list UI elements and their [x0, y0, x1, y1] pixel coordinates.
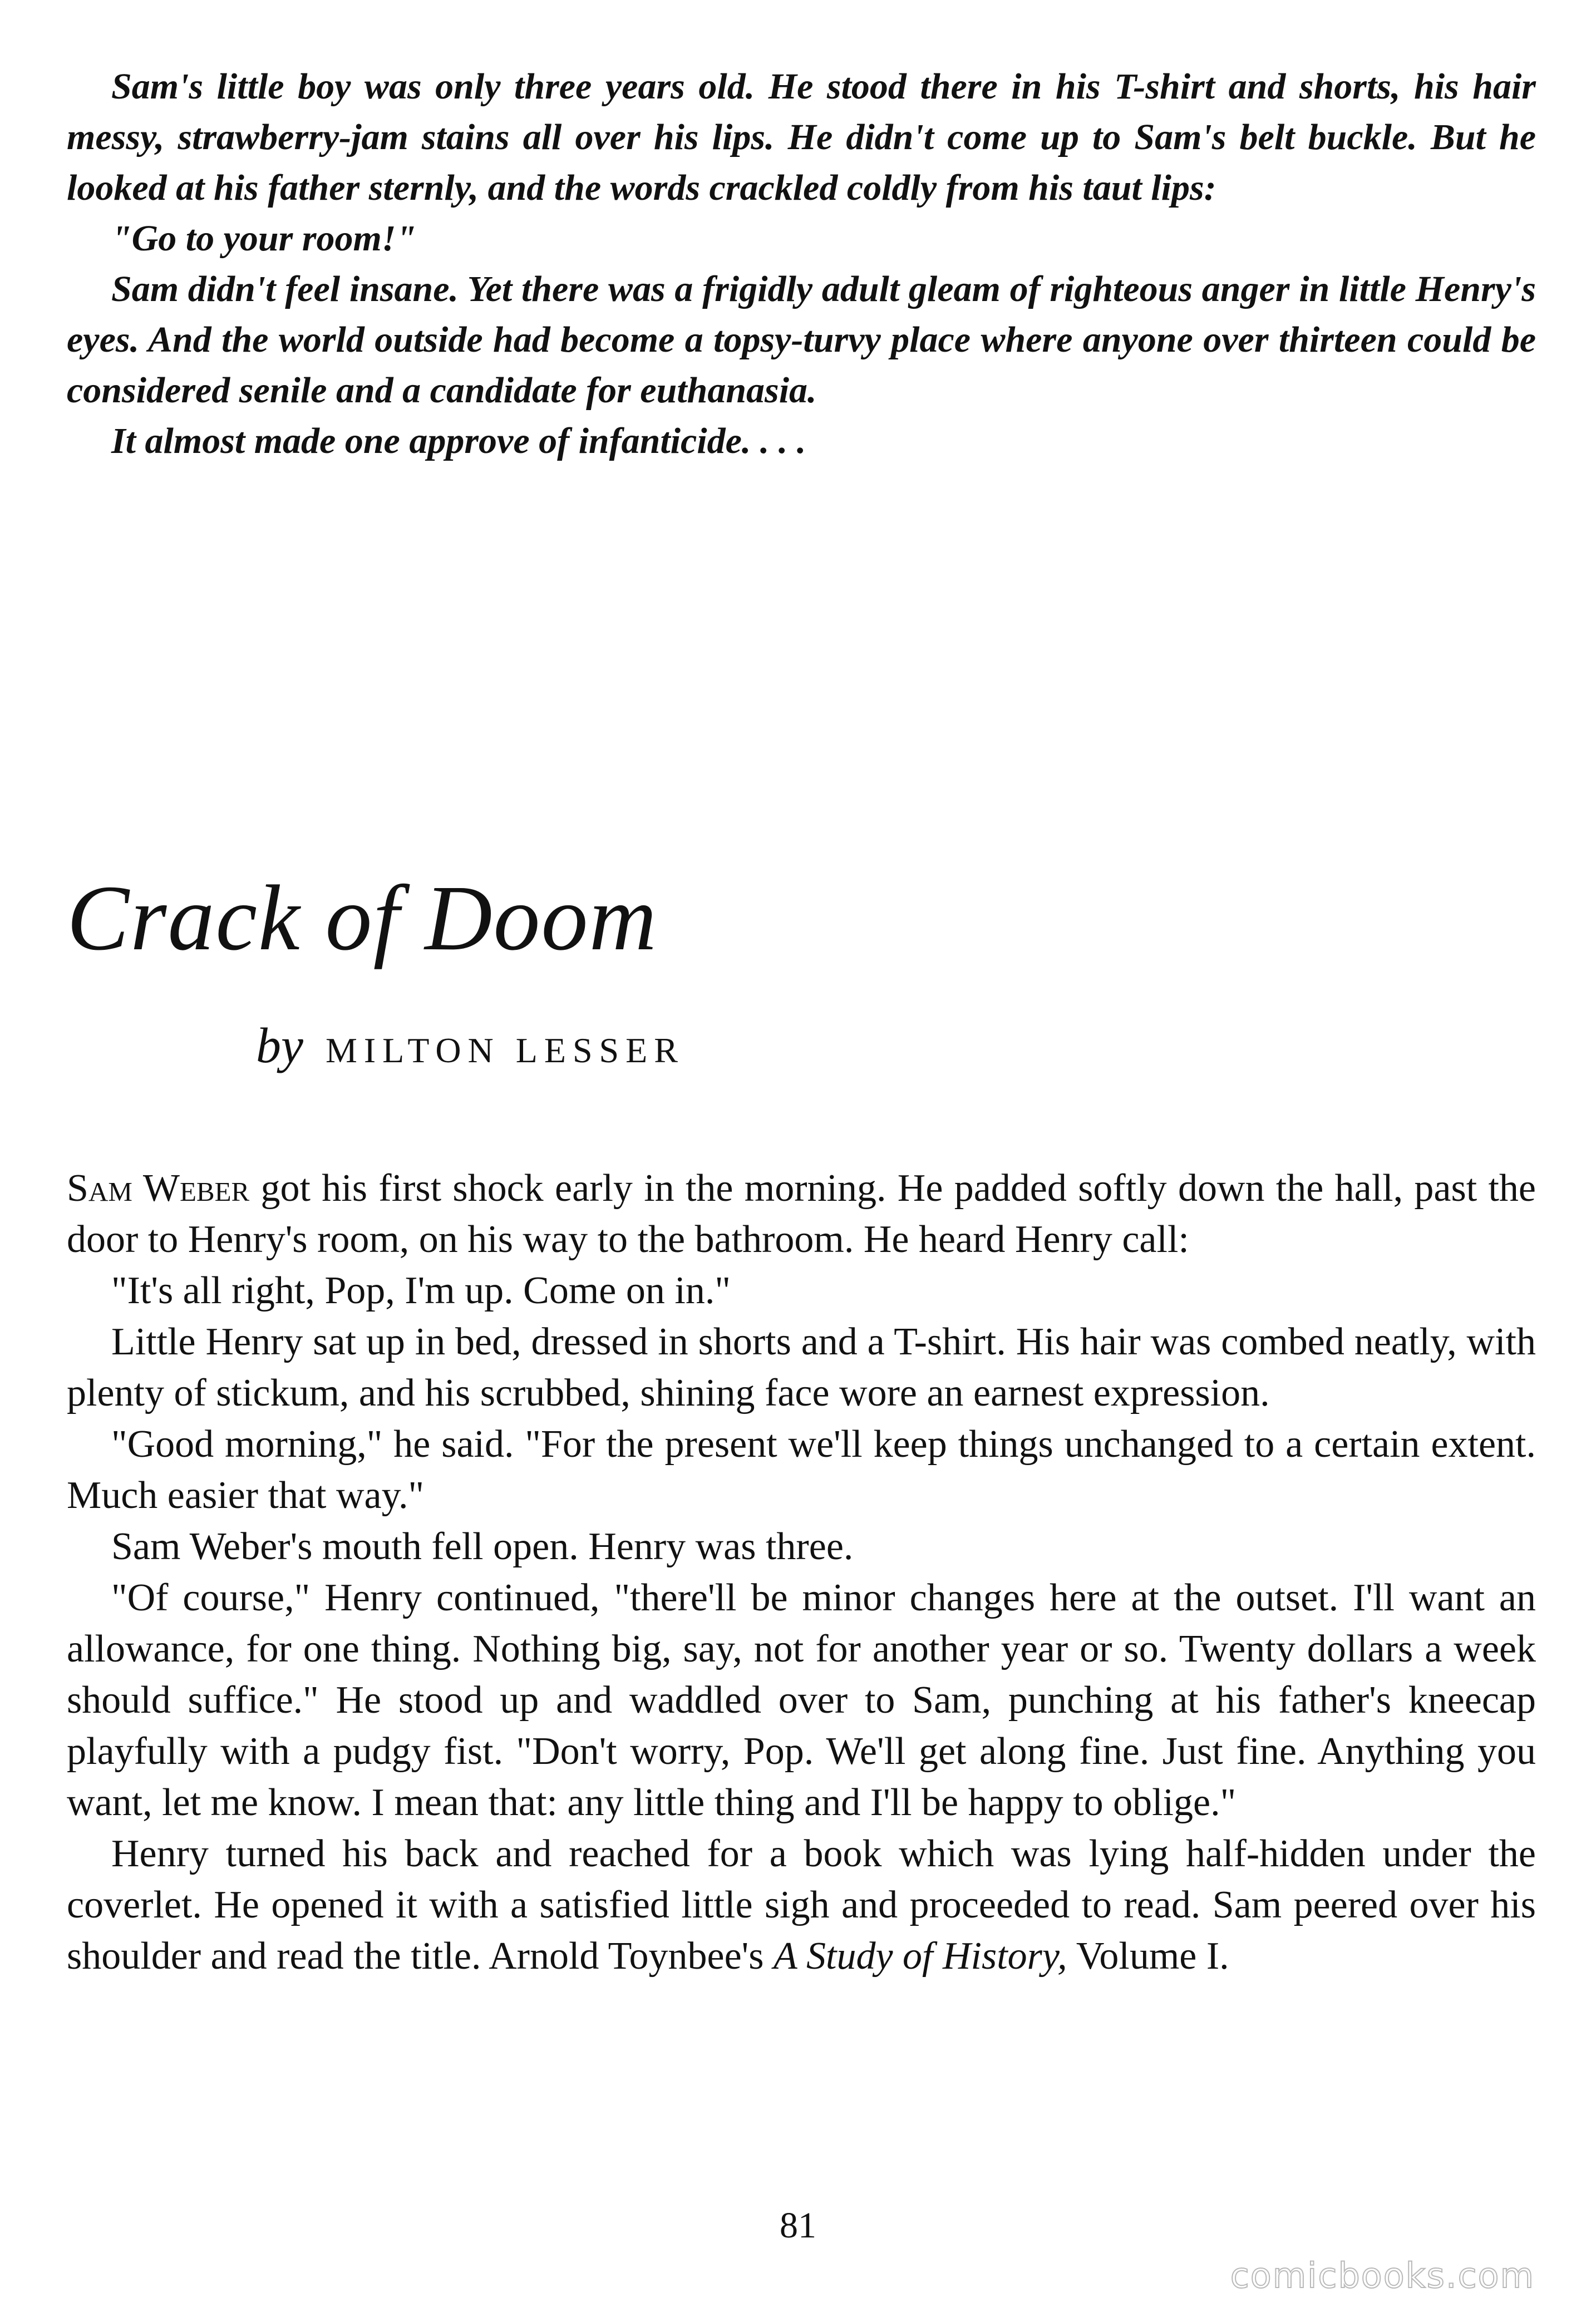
intro-paragraph: Sam didn't feel insane. Yet there was a frigidly adult gleam of righteous anger in little Henry's eyes. And the world outside had become a topsy-turvy place where anyone over thirteen could be considered senile and a candidate for euthanasia. — [67, 269, 1536, 411]
body-paragraph: Sam Weber's mouth fell open. Henry was three. — [111, 1525, 854, 1568]
body-paragraph: "Of course," Henry continued, "there'll be minor changes here at the outset. I'll want an allowance, for one thing. Nothing big, say, not for another year or so. Twenty dollars a week should suffice." He stood up and waddled over to Sam, punching at his father's kneecap playfully with a pudgy fist. "Don't worry, Pop. We'll get along fine. Just fine. Anything you want, let me know. I mean that: any little thing and I'll be happy to oblige." — [67, 1576, 1536, 1824]
intro-paragraph: Sam's little boy was only three years old. He stood there in his T-shirt and shorts, his hair messy, strawberry-jam stains all over his lips. He didn't come up to Sam's belt buckle. But he looked at his father sternly, and the words crackled coldly from his taut lips: — [67, 66, 1536, 208]
last-paragraph-tail: Volume I. — [1067, 1935, 1229, 1978]
body-paragraph: Little Henry sat up in bed, dressed in shorts and a T-shirt. His hair was combed neatly, with plenty of stickum, and his scrubbed, shining face wore an earnest expression. — [67, 1320, 1536, 1414]
last-paragraph-lead: Henry turned his back and reached for a book which was lying half-hidden under the coverlet. He opened it with a satisfied little sigh and proceeded to read. Sam peered over his shoulder and read the title. Arnold Toynbee's — [67, 1832, 1536, 1978]
intro-paragraph: "Go to your room!" — [111, 218, 417, 259]
opening-text: got his first shock early in the morning. He padded softly down the hall, past the door to Henry's room, on his way to the bathroom. He heard Henry call: — [67, 1167, 1536, 1261]
opening-smallcaps: Sam Weber — [67, 1167, 250, 1210]
author-name: MILTON LESSER — [325, 1031, 684, 1070]
byline-by: by — [256, 1018, 303, 1073]
watermark: comicbooks.com — [1230, 2255, 1535, 2296]
story-title: Crack of Doom — [67, 866, 658, 970]
book-title: A Study of History, — [774, 1935, 1067, 1978]
byline — [256, 1018, 684, 1078]
page-number: 81 — [780, 2205, 816, 2246]
last-paragraph — [67, 1828, 1536, 1982]
opening-paragraph — [67, 1163, 1536, 1265]
intro-italic-block — [67, 61, 1536, 466]
body-paragraph: "Good morning," he said. "For the present we'll keep things unchanged to a certain extent. Much easier that way." — [67, 1423, 1536, 1517]
body-paragraph: "It's all right, Pop, I'm up. Come on in." — [111, 1269, 731, 1312]
intro-paragraph: It almost made one approve of infanticide. . . . — [111, 421, 806, 461]
story-body — [67, 1163, 1536, 1982]
